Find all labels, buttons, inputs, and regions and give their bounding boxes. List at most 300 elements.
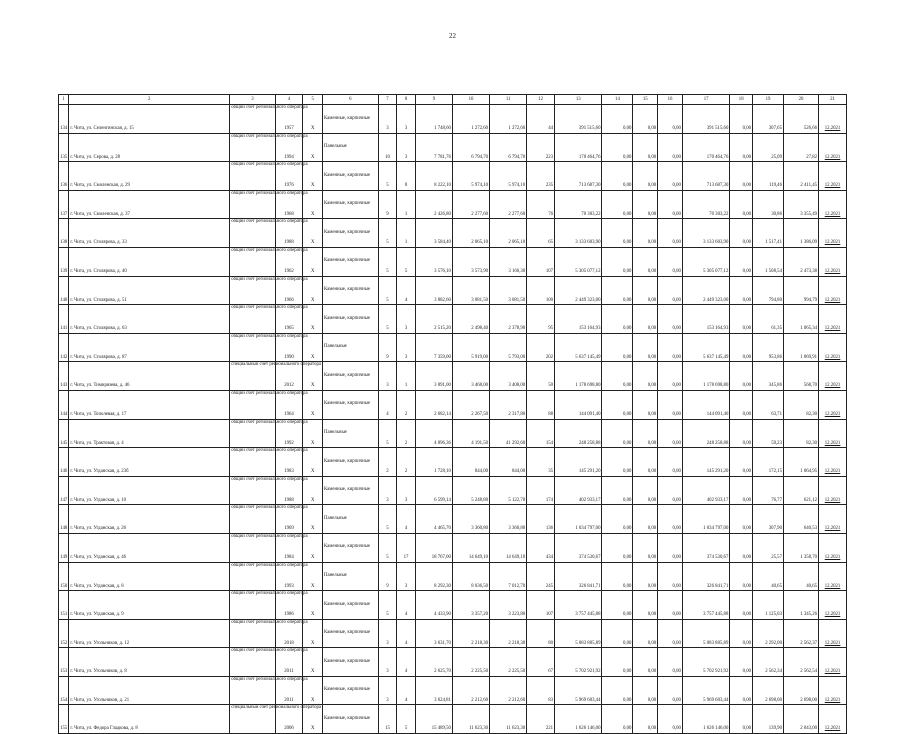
cell-fund-regional: 0,00 — [633, 219, 658, 248]
cell-build-year: 1993 — [275, 562, 303, 591]
cell-address: г. Чита, ул. Угольников, д. 8 — [69, 648, 230, 677]
cell-fund-owners: 5 969 603,44 — [682, 676, 729, 705]
cell-residents: 100 — [527, 276, 555, 305]
cell-fund-other: 0,00 — [730, 247, 753, 276]
cell-fund-regional: 0,00 — [633, 476, 658, 505]
cell-wall-material: Каменные, кирпичные — [323, 448, 379, 477]
cell-planned-date: 12.2021 — [819, 676, 847, 705]
cell-total-area: 18 767,00 — [415, 533, 452, 562]
cell-entrances: 8 — [397, 162, 416, 191]
cell-unit-cost: 953,86 — [753, 333, 784, 362]
cell-fund-municipal: 0,00 — [658, 190, 683, 219]
cell-living-area: 1 272,60 — [452, 105, 489, 134]
cell-owned-area: 3 223,80 — [490, 591, 527, 620]
cell-fund-other: 0,00 — [730, 333, 753, 362]
cell-fund-other: 0,00 — [730, 133, 753, 162]
cell-max-unit-cost: 621,12 — [783, 476, 818, 505]
cell-address: г. Чита, ул. Столярова, д. 63 — [69, 305, 230, 334]
cell-row-index: 148 — [59, 505, 69, 534]
cell-account-type: общий счет регионального оператора — [230, 133, 275, 162]
cell-max-unit-cost: 1 345,26 — [783, 591, 818, 620]
cell-owned-area: 2 225,50 — [490, 648, 527, 677]
cell-fund-regional: 0,00 — [633, 247, 658, 276]
cell-mark: Х — [303, 105, 323, 134]
cell-owned-area: 5 974,10 — [490, 162, 527, 191]
cell-planned-date: 12.2021 — [819, 219, 847, 248]
cell-address: г. Чита, ул. Тимирязева, д. 46 — [69, 362, 230, 391]
cell-mark: Х — [303, 162, 323, 191]
cell-floors: 3 — [378, 648, 397, 677]
cell-owned-area: 2 212,60 — [490, 676, 527, 705]
cell-max-unit-cost: 1 358,70 — [783, 533, 818, 562]
cell-total-area: 3 882,60 — [415, 276, 452, 305]
cell-living-area: 2 065,10 — [452, 219, 489, 248]
cell-account-type: общий счет регионального оператора — [230, 448, 275, 477]
cell-account-type: общий счет регионального оператора — [230, 533, 275, 562]
cell-entrances: 3 — [397, 476, 416, 505]
table-row — [59, 562, 847, 591]
cell-mark: Х — [303, 362, 323, 391]
cell-fund-regional: 0,00 — [633, 448, 658, 477]
cell-row-index: 140 — [59, 276, 69, 305]
cell-planned-date: 12.2021 — [819, 247, 847, 276]
cell-residents: 174 — [527, 476, 555, 505]
cell-fund-federal: 0,00 — [602, 162, 633, 191]
cell-living-area: 11 623,30 — [452, 705, 489, 734]
cell-repair-cost: 391 515,60 — [555, 105, 602, 134]
cell-max-unit-cost: 1 069,91 — [783, 333, 818, 362]
cell-total-area: 2 682,14 — [415, 390, 452, 419]
cell-repair-cost: 713 687,30 — [555, 162, 602, 191]
cell-row-index: 143 — [59, 362, 69, 391]
cell-address: г. Чита, ул. Угданская, д. 23б — [69, 448, 230, 477]
cell-residents: 223 — [527, 133, 555, 162]
cell-fund-municipal: 0,00 — [658, 390, 683, 419]
cell-unit-cost: 119,46 — [753, 162, 784, 191]
cell-owned-area: 844,00 — [490, 448, 527, 477]
cell-mark: Х — [303, 505, 323, 534]
cell-entrances: 3 — [397, 133, 416, 162]
cell-planned-date: 12.2021 — [819, 362, 847, 391]
cell-row-index: 154 — [59, 676, 69, 705]
cell-max-unit-cost: 82,30 — [783, 419, 818, 448]
cell-address: г. Чита, ул. Столярова, д. 33 — [69, 219, 230, 248]
cell-mark: Х — [303, 333, 323, 362]
cell-max-unit-cost: 2 562,37 — [783, 619, 818, 648]
cell-entrances: 4 — [397, 591, 416, 620]
cell-mark: Х — [303, 133, 323, 162]
cell-account-type: общий счет регионального оператора — [230, 305, 275, 334]
cell-floors: 9 — [378, 562, 397, 591]
cell-fund-regional: 0,00 — [633, 676, 658, 705]
cell-fund-other: 0,00 — [730, 162, 753, 191]
cell-repair-cost: 248 258,88 — [555, 419, 602, 448]
cell-fund-owners: 5 305 077,12 — [682, 247, 729, 276]
cell-fund-other: 0,00 — [730, 505, 753, 534]
cell-fund-municipal: 0,00 — [658, 305, 683, 334]
cell-fund-owners: 1 178 698,80 — [682, 362, 729, 391]
cell-max-unit-cost: 1 386,09 — [783, 219, 818, 248]
cell-total-area: 4 433,90 — [415, 591, 452, 620]
cell-living-area: 3 081,50 — [452, 276, 489, 305]
cell-owned-area: 5 793,00 — [490, 333, 527, 362]
cell-floors: 3 — [378, 676, 397, 705]
cell-fund-municipal: 0,00 — [658, 419, 683, 448]
cell-residents: 88 — [527, 390, 555, 419]
table-row — [59, 648, 847, 677]
cell-fund-regional: 0,00 — [633, 533, 658, 562]
column-number-1: 1 — [59, 95, 69, 105]
cell-fund-owners: 153 164,93 — [682, 305, 729, 334]
cell-account-type: общий счет регионального оператора — [230, 676, 275, 705]
cell-fund-federal: 0,00 — [602, 190, 633, 219]
cell-build-year: 1969 — [275, 505, 303, 534]
cell-row-index: 153 — [59, 648, 69, 677]
cell-build-year: 1984 — [275, 533, 303, 562]
cell-max-unit-cost: 568,70 — [783, 362, 818, 391]
cell-fund-owners: 326 841,71 — [682, 562, 729, 591]
cell-max-unit-cost: 40,65 — [783, 562, 818, 591]
cell-address: г. Чита, ул. Смоленская, д. 29 — [69, 162, 230, 191]
cell-fund-municipal: 0,00 — [658, 219, 683, 248]
cell-living-area: 4 191,50 — [452, 419, 489, 448]
cell-account-type: общий счет регионального оператора — [230, 562, 275, 591]
table-row — [59, 448, 847, 477]
cell-repair-cost: 3 133 603,90 — [555, 219, 602, 248]
cell-fund-regional: 0,00 — [633, 591, 658, 620]
cell-fund-federal: 0,00 — [602, 105, 633, 134]
cell-address: г. Чита, ул. Угданская, д. 8 — [69, 562, 230, 591]
table-header-row — [59, 95, 847, 105]
cell-fund-regional: 0,00 — [633, 648, 658, 677]
cell-living-area: 5 974,10 — [452, 162, 489, 191]
cell-wall-material: Каменные, кирпичные — [323, 247, 379, 276]
column-number-13: 13 — [555, 95, 602, 105]
cell-max-unit-cost: 1 064,95 — [783, 448, 818, 477]
housing-repair-table — [58, 94, 847, 734]
cell-fund-owners: 2 449 323,00 — [682, 276, 729, 305]
cell-max-unit-cost: 2 473,38 — [783, 247, 818, 276]
cell-fund-municipal: 0,00 — [658, 562, 683, 591]
cell-fund-federal: 0,00 — [602, 676, 633, 705]
cell-planned-date: 12.2021 — [819, 619, 847, 648]
cell-address: г. Чита, ул. Угданская, д. 9 — [69, 591, 230, 620]
cell-unit-cost: 2 698,00 — [753, 676, 784, 705]
cell-residents: 154 — [527, 419, 555, 448]
cell-floors: 9 — [378, 190, 397, 219]
cell-max-unit-cost: 2 562,54 — [783, 648, 818, 677]
cell-residents: 221 — [527, 705, 555, 734]
cell-owned-area: 3 408,00 — [490, 362, 527, 391]
cell-fund-municipal: 0,00 — [658, 533, 683, 562]
cell-entrances: 4 — [397, 276, 416, 305]
column-number-12: 12 — [527, 95, 555, 105]
cell-fund-regional: 0,00 — [633, 505, 658, 534]
cell-owned-area: 2 277,60 — [490, 190, 527, 219]
cell-unit-cost: 25,09 — [753, 133, 784, 162]
cell-floors: 5 — [378, 505, 397, 534]
cell-repair-cost: 144 091,40 — [555, 390, 602, 419]
cell-residents: 44 — [527, 105, 555, 134]
cell-owned-area: 11 623,30 — [490, 705, 527, 734]
cell-living-area: 5 919,00 — [452, 333, 489, 362]
cell-fund-regional: 0,00 — [633, 133, 658, 162]
cell-planned-date: 12.2021 — [819, 505, 847, 534]
cell-unit-cost: 30,86 — [753, 190, 784, 219]
cell-floors: 3 — [378, 362, 397, 391]
cell-fund-other: 0,00 — [730, 448, 753, 477]
cell-floors: 5 — [378, 305, 397, 334]
cell-repair-cost: 5 305 077,12 — [555, 247, 602, 276]
cell-repair-cost: 5 969 603,44 — [555, 676, 602, 705]
cell-fund-regional: 0,00 — [633, 562, 658, 591]
cell-mark: Х — [303, 219, 323, 248]
column-number-5: 5 — [303, 95, 323, 105]
cell-fund-other: 0,00 — [730, 476, 753, 505]
cell-fund-owners: 144 091,40 — [682, 390, 729, 419]
cell-wall-material: Каменные, кирпичные — [323, 162, 379, 191]
cell-fund-federal: 0,00 — [602, 333, 633, 362]
cell-repair-cost: 3 757 445,88 — [555, 591, 602, 620]
cell-entrances: 4 — [397, 619, 416, 648]
cell-entrances: 1 — [397, 219, 416, 248]
cell-unit-cost: 1 508,54 — [753, 247, 784, 276]
cell-address: г. Чита, ул. Столярова, д. 51 — [69, 276, 230, 305]
cell-total-area: 8 222,10 — [415, 162, 452, 191]
cell-planned-date: 12.2021 — [819, 333, 847, 362]
cell-fund-regional: 0,00 — [633, 705, 658, 734]
table-row — [59, 162, 847, 191]
cell-fund-owners: 713 687,30 — [682, 162, 729, 191]
cell-wall-material: Панельные — [323, 419, 379, 448]
cell-planned-date: 12.2021 — [819, 448, 847, 477]
cell-max-unit-cost: 2 043,00 — [783, 705, 818, 734]
cell-row-index: 145 — [59, 419, 69, 448]
cell-mark: Х — [303, 276, 323, 305]
cell-residents: 95 — [527, 305, 555, 334]
cell-residents: 76 — [527, 190, 555, 219]
cell-fund-owners: 5 083 805,89 — [682, 619, 729, 648]
cell-residents: 80 — [527, 619, 555, 648]
cell-fund-municipal: 0,00 — [658, 105, 683, 134]
cell-residents: 107 — [527, 247, 555, 276]
cell-total-area: 4 896,36 — [415, 419, 452, 448]
cell-unit-cost: 172,15 — [753, 448, 784, 477]
cell-build-year: 1966 — [275, 276, 303, 305]
cell-build-year: 1983 — [275, 448, 303, 477]
cell-planned-date: 12.2021 — [819, 476, 847, 505]
cell-row-index: 142 — [59, 333, 69, 362]
cell-fund-federal: 0,00 — [602, 705, 633, 734]
cell-planned-date: 12.2021 — [819, 162, 847, 191]
cell-fund-owners: 70 303,22 — [682, 190, 729, 219]
column-number-6: 6 — [323, 95, 379, 105]
cell-fund-owners: 248 258,88 — [682, 419, 729, 448]
cell-address: г. Чита, ул. Смоленская, д. 37 — [69, 190, 230, 219]
column-number-2: 2 — [69, 95, 230, 105]
cell-address: г. Чита, ул. Угданская, д. 46 — [69, 533, 230, 562]
cell-living-area: 2 267,50 — [452, 390, 489, 419]
table-row — [59, 705, 847, 734]
cell-total-area: 4 465,70 — [415, 505, 452, 534]
page-number: 22 — [449, 32, 456, 40]
cell-residents: 235 — [527, 162, 555, 191]
cell-account-type: общий счет регионального оператора — [230, 648, 275, 677]
cell-total-area: 3 576,10 — [415, 247, 452, 276]
cell-fund-other: 0,00 — [730, 105, 753, 134]
cell-build-year: 1976 — [275, 162, 303, 191]
cell-max-unit-cost: 3 355,49 — [783, 190, 818, 219]
cell-owned-area: 2 218,30 — [490, 619, 527, 648]
cell-living-area: 2 225,50 — [452, 648, 489, 677]
column-number-10: 10 — [452, 95, 489, 105]
cell-mark: Х — [303, 591, 323, 620]
cell-fund-other: 0,00 — [730, 533, 753, 562]
cell-fund-municipal: 0,00 — [658, 162, 683, 191]
cell-total-area: 3 584,40 — [415, 219, 452, 248]
cell-entrances: 1 — [397, 190, 416, 219]
cell-build-year: 2011 — [275, 648, 303, 677]
cell-wall-material: Панельные — [323, 133, 379, 162]
cell-wall-material: Каменные, кирпичные — [323, 105, 379, 134]
cell-address: г. Чита, ул. Угданская, д. 10 — [69, 476, 230, 505]
cell-account-type: общий счет регионального оператора — [230, 476, 275, 505]
cell-floors: 5 — [378, 591, 397, 620]
cell-planned-date: 12.2021 — [819, 591, 847, 620]
cell-account-type: общий счет регионального оператора — [230, 276, 275, 305]
cell-residents: 107 — [527, 591, 555, 620]
cell-floors: 5 — [378, 219, 397, 248]
cell-repair-cost: 326 841,71 — [555, 562, 602, 591]
cell-fund-federal: 0,00 — [602, 533, 633, 562]
cell-fund-owners: 3 133 603,90 — [682, 219, 729, 248]
cell-floors: 3 — [378, 105, 397, 134]
cell-floors: 2 — [378, 448, 397, 477]
cell-fund-owners: 5 637 145,49 — [682, 333, 729, 362]
cell-account-type: общий счет регионального оператора — [230, 219, 275, 248]
cell-floors: 3 — [378, 619, 397, 648]
cell-owned-area: 14 649,10 — [490, 533, 527, 562]
cell-living-area: 844,00 — [452, 448, 489, 477]
cell-mark: Х — [303, 448, 323, 477]
cell-total-area: 2 426,80 — [415, 190, 452, 219]
cell-entrances: 2 — [397, 419, 416, 448]
cell-owned-area: 41 292,60 — [490, 419, 527, 448]
cell-planned-date: 12.2021 — [819, 419, 847, 448]
cell-account-type: общий счет регионального оператора — [230, 505, 275, 534]
cell-fund-owners: 1 034 797,00 — [682, 505, 729, 534]
cell-row-index: 137 — [59, 190, 69, 219]
cell-fund-federal: 0,00 — [602, 591, 633, 620]
table-row — [59, 133, 847, 162]
cell-build-year: 1964 — [275, 390, 303, 419]
cell-account-type: общий счет регионального оператора — [230, 333, 275, 362]
cell-max-unit-cost: 526,66 — [783, 105, 818, 134]
cell-residents: 136 — [527, 505, 555, 534]
cell-fund-federal: 0,00 — [602, 619, 633, 648]
cell-repair-cost: 1 178 698,80 — [555, 362, 602, 391]
cell-repair-cost: 153 164,93 — [555, 305, 602, 334]
cell-owned-area: 5 122,70 — [490, 476, 527, 505]
cell-row-index: 136 — [59, 162, 69, 191]
cell-fund-other: 0,00 — [730, 419, 753, 448]
table-row — [59, 505, 847, 534]
cell-total-area: 6 599,14 — [415, 476, 452, 505]
cell-unit-cost: 40,65 — [753, 562, 784, 591]
cell-fund-federal: 0,00 — [602, 390, 633, 419]
cell-unit-cost: 307,90 — [753, 505, 784, 534]
column-number-17: 17 — [682, 95, 729, 105]
cell-address: г. Чита, ул. Федора Гладкова, д. 8 — [69, 705, 230, 734]
cell-fund-municipal: 0,00 — [658, 676, 683, 705]
cell-address: г. Чита, ул. Трактовая, д. 4 — [69, 419, 230, 448]
cell-fund-owners: 402 933,17 — [682, 476, 729, 505]
cell-fund-municipal: 0,00 — [658, 648, 683, 677]
cell-fund-other: 0,00 — [730, 619, 753, 648]
cell-account-type: общий счет регионального оператора — [230, 390, 275, 419]
cell-repair-cost: 70 303,22 — [555, 190, 602, 219]
cell-owned-area: 2 065,10 — [490, 219, 527, 248]
cell-entrances: 4 — [397, 676, 416, 705]
cell-repair-cost: 170 464,76 — [555, 133, 602, 162]
cell-unit-cost: 794,80 — [753, 276, 784, 305]
cell-residents: 245 — [527, 562, 555, 591]
cell-living-area: 2 277,60 — [452, 190, 489, 219]
cell-repair-cost: 402 933,17 — [555, 476, 602, 505]
cell-account-type: общий счет регионального оператора — [230, 105, 275, 134]
column-number-9: 9 — [415, 95, 452, 105]
cell-floors: 15 — [378, 705, 397, 734]
table-row — [59, 362, 847, 391]
cell-wall-material: Каменные, кирпичные — [323, 619, 379, 648]
cell-planned-date: 12.2021 — [819, 390, 847, 419]
cell-build-year: 1988 — [275, 476, 303, 505]
cell-fund-municipal: 0,00 — [658, 591, 683, 620]
cell-unit-cost: 61,35 — [753, 305, 784, 334]
cell-floors: 5 — [378, 419, 397, 448]
cell-unit-cost: 63,71 — [753, 390, 784, 419]
cell-total-area: 1 728,10 — [415, 448, 452, 477]
cell-wall-material: Каменные, кирпичные — [323, 676, 379, 705]
cell-unit-cost: 25,57 — [753, 533, 784, 562]
cell-wall-material: Каменные, кирпичные — [323, 533, 379, 562]
cell-fund-regional: 0,00 — [633, 162, 658, 191]
cell-fund-municipal: 0,00 — [658, 133, 683, 162]
cell-fund-federal: 0,00 — [602, 133, 633, 162]
cell-entrances: 2 — [397, 390, 416, 419]
cell-residents: 83 — [527, 676, 555, 705]
cell-floors: 5 — [378, 162, 397, 191]
cell-build-year: 2018 — [275, 619, 303, 648]
cell-row-index: 138 — [59, 219, 69, 248]
cell-owned-area: 1 272,60 — [490, 105, 527, 134]
cell-residents: 65 — [527, 219, 555, 248]
cell-fund-municipal: 0,00 — [658, 276, 683, 305]
cell-wall-material: Каменные, кирпичные — [323, 362, 379, 391]
cell-max-unit-cost: 994,79 — [783, 276, 818, 305]
cell-fund-other: 0,00 — [730, 190, 753, 219]
cell-mark: Х — [303, 705, 323, 734]
cell-residents: 202 — [527, 333, 555, 362]
column-number-19: 19 — [753, 95, 784, 105]
column-number-3: 3 — [230, 95, 275, 105]
cell-planned-date: 12.2021 — [819, 533, 847, 562]
cell-mark: Х — [303, 476, 323, 505]
column-number-15: 15 — [633, 95, 658, 105]
cell-fund-owners: 391 515,60 — [682, 105, 729, 134]
cell-entrances: 2 — [397, 448, 416, 477]
cell-row-index: 141 — [59, 305, 69, 334]
